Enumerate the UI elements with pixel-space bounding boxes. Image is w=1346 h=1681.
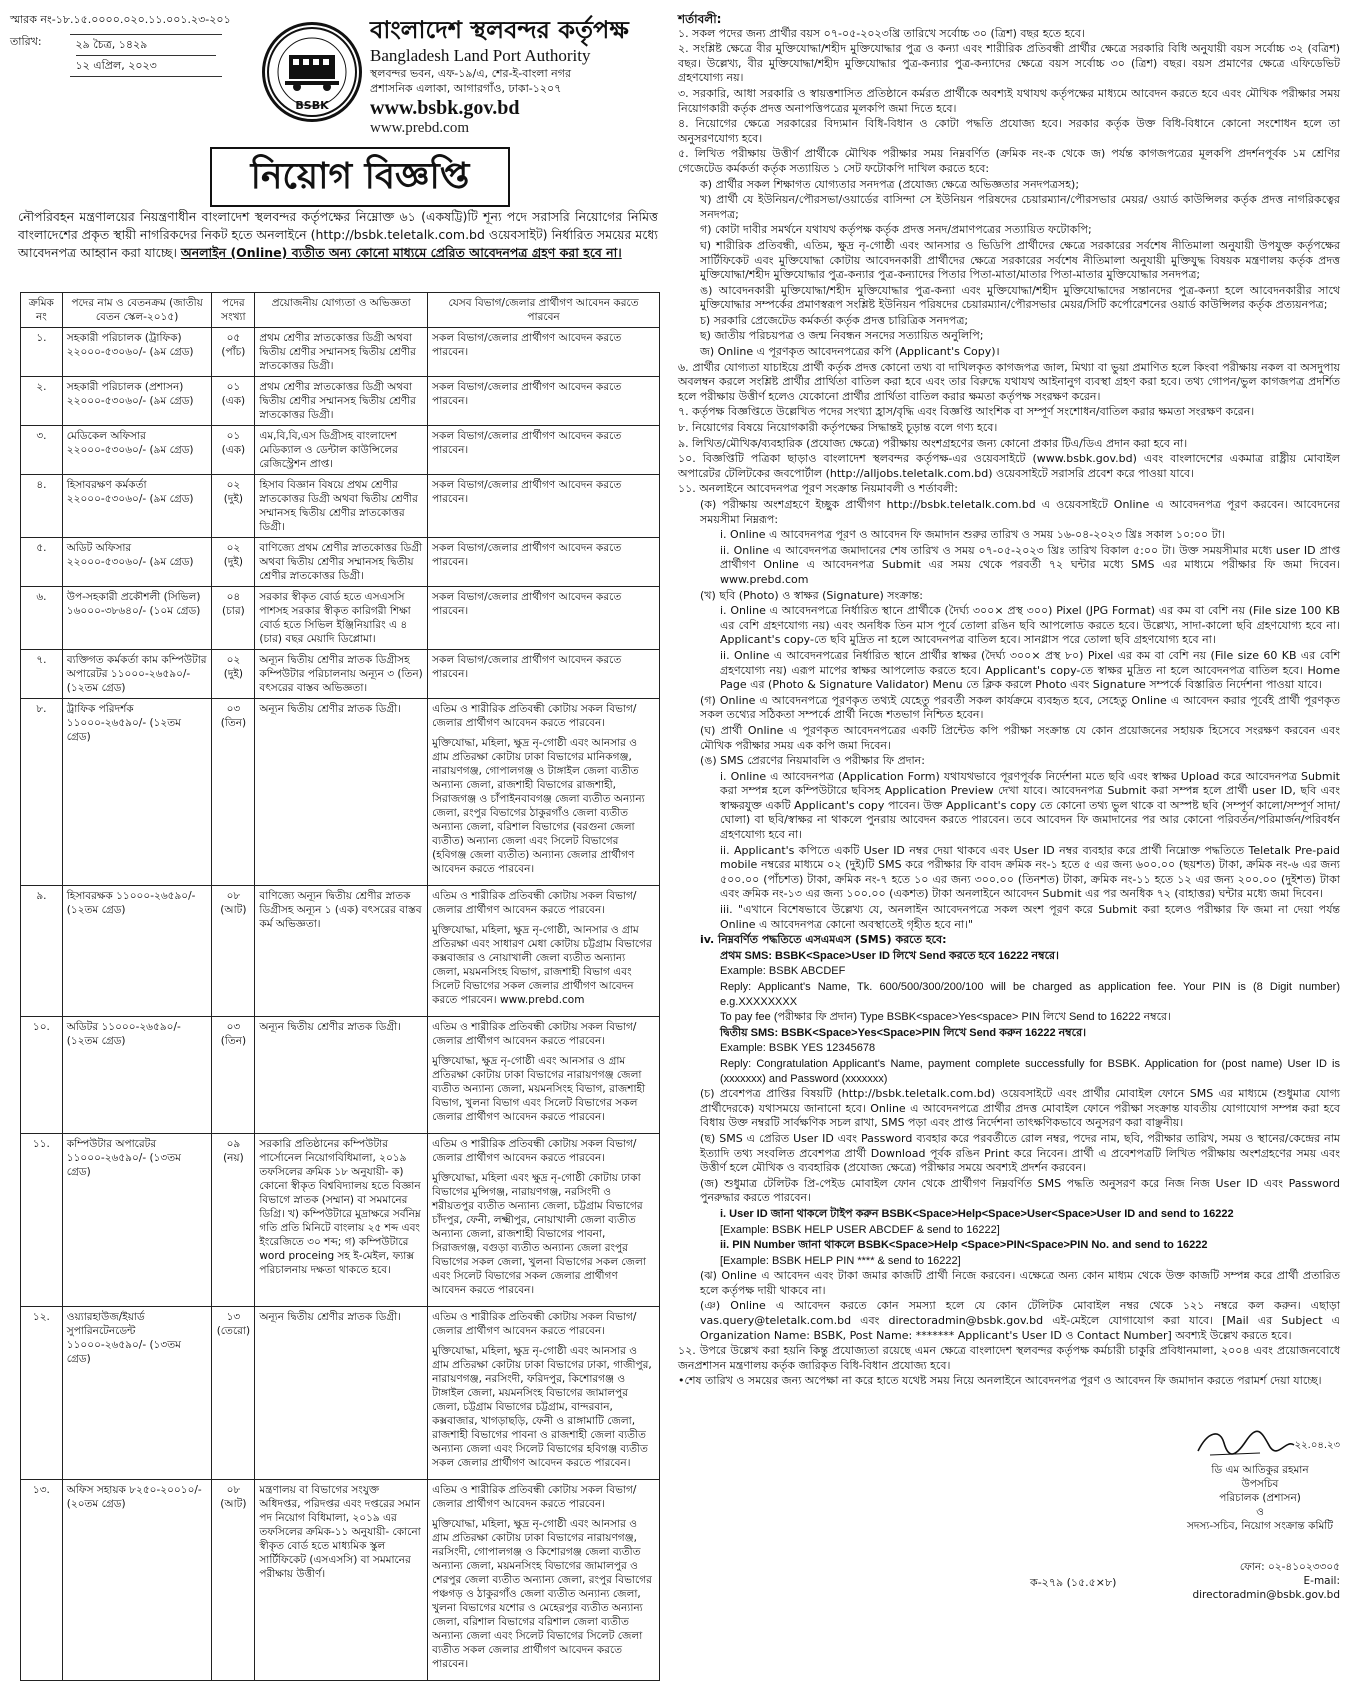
intro-text: নৌপরিবহন মন্ত্রণালয়ের নিয়ন্ত্রণাধীন বাংলাদেশ স্থলবন্দর কর্তৃপক্ষের নিম্নোক্ত ৬১ (একষট্টি)টি শূন্য পদে সরাসরি নিয়োগের নিমিত্ত বাংলাদেশের প্রকৃত স্থায়ী নাগরিকদের নিকট হতে অনলাইনে (http://bsbk.teletalk.com.bd ওয়েবসাইট) নির্ধারিত সময়ের মধ্যে আবেদনপত্র আহ্বান করা যাচ্ছে। — [18, 209, 658, 260]
row-eligible-area — [428, 587, 660, 650]
row-serial: ৪. — [21, 475, 63, 538]
intro-online-only: অনলাইন (Online) ব্যতীত অন্য কোনো মাধ্যমে প্রেরিত আবেদনপত্র গ্রহণ করা হবে না। — [180, 245, 622, 260]
area-quota-others: মুক্তিযোদ্ধা, মহিলা, ক্ষুদ্র নৃ-গোষ্ঠী, আনসার ও গ্রাম প্রতিরক্ষা এবং সাধারণ মেধা কোটায় চট্টগ্রাম বিভাগের কক্সবাজার ও নোয়াখালী জেলা ব্যতীত অন্যান্য জেলা, ময়মনসিংহ বিভাগ, রাজশাহী বিভাগ এবং সিলেট বিভাগের সকল জেলার প্রার্থীগণ আবেদন করতে পারবেন। www.prebd.com — [432, 924, 652, 1006]
row-qualification: এম,বি,বি,এস ডিগ্রীসহ বাংলাদেশ মেডিক্যাল ও ডেন্টাল কাউন্সিলের রেজিস্ট্রেশন প্রাপ্ত। — [255, 426, 428, 475]
row-eligible-area — [428, 377, 660, 426]
row-serial: ১১. — [21, 1134, 63, 1307]
header-serial: ক্রমিক নং — [21, 293, 63, 328]
row-eligible-area — [428, 886, 660, 1017]
table-row — [21, 475, 660, 538]
condition-item: ৭. কর্তৃপক্ষ বিজ্ঞপ্তিতে উল্লেখিত পদের সংখ্যা হ্রাস/বৃদ্ধি এবং বিজ্ঞপ্তি আংশিক বা সম্পূর্ণ সংশোধন/বাতিল করার ক্ষমতা সংরক্ষণ করেন। — [678, 405, 1255, 419]
sms-heading: iv. নিম্নবর্ণিত পদ্ধতিতে এসএমএস (SMS) করতে হবে: — [700, 933, 947, 947]
sms-first-reply: Reply: Applicant's Name, Tk. 600/500/300/200/100 will be charged as application fee. Your PIN is (8 Digit number) e.g.XXXXXXXX — [720, 981, 1340, 1008]
contact-email[interactable]: E-mail: directoradmin@bsbk.gov.bd — [1192, 1575, 1340, 1601]
row-qualification: বাণিজ্যে প্রথম শ্রেণীর স্নাতকোত্তর ডিগ্রী অথবা দ্বিতীয় শ্রেণীর সম্মানসহ দ্বিতীয় শ্রেণীর স্নাতকোত্তর ডিগ্রী। — [255, 538, 428, 587]
org-address-line-1: স্থলবন্দর ভবন, এফ-১৯/এ, শের-ই-বাংলা নগর — [370, 67, 572, 80]
online-rule-item: (জ) শুধুমাত্র টেলিটক প্রি-পেইড মোবাইল ফোন থেকে প্রার্থীগণ নিম্নবর্ণিত SMS পদ্ধতি অনুসরণ করে নিজ নিজ User ID এবং Password পুনরুদ্ধার করতে পারবেন। — [700, 1176, 1340, 1205]
recover-pin-example: [Example: BSBK HELP PIN **** & send to 16222] — [720, 1254, 961, 1267]
row-qualification: হিসাব বিজ্ঞান বিষয়ে প্রথম শ্রেণীর স্নাতকোত্তর ডিগ্রী অথবা দ্বিতীয় শ্রেণীর সম্মানসহ দ্বিতীয় শ্রেণীর স্নাতকোত্তর ডিগ্রী। — [255, 475, 428, 538]
date-bangla: ২৯ চৈত্র, ১৪২৯ — [76, 37, 216, 56]
table-row — [21, 699, 660, 886]
row-serial: ১. — [21, 328, 63, 377]
row-qualification: সরকারি প্রতিষ্ঠানের কম্পিউটার পার্সোনেল নিয়োগবিধিমালা, ২০১৯ তফসিলের ক্রমিক ১৮ অনুযায়ী- ক) কোনো স্বীকৃত বিশ্ববিদ্যালয় হতে বিজ্ঞান বিভাগে স্নাতক (সম্মান) বা সমমানের ডিগ্রি। খ) কম্পিউটারে মুদ্রাক্ষরে সর্বনিম্ন গতি প্রতি মিনিটে বাংলায় ২৫ শব্দ এবং ইংরেজিতে ৩০ শব্দ; গ) কম্পিউটারে word proceing সহ ই-মেইল, ফ্যাক্স পরিচালনায় দক্ষতা থাকতে হবে। — [255, 1134, 428, 1307]
area-quota-others: মুক্তিযোদ্ধা, মহিলা, ক্ষুদ্র নৃ-গোষ্ঠী এবং আনসার ও গ্রাম প্রতিরক্ষা কোটায় ঢাকা বিভাগের মানিকগঞ্জ, নারায়ণগঞ্জ, গোপালগঞ্জ ও টাঙ্গাইল জেলা ব্যতীত অন্যান্য জেলা, রাজশাহী বিভাগের রাজশাহী, সিরাজগঞ্জ ও চাঁপাইনবাবগঞ্জ জেলা ব্যতীত অন্যান্য জেলা, রংপুর বিভাগের ঠাকুরগাঁও জেলা ব্যতীত অন্যান্য জেলা, বরিশাল বিভাগের (বরগুনা জেলা ব্যতীত) অন্যান্য জেলা এবং সিলেট বিভাগের (হবিগঞ্জ জেলা ব্যতীত) অন্যান্য জেলার প্রার্থীগণ আবেদন করতে পারবেন। — [432, 737, 645, 875]
vacancy-rows — [21, 328, 660, 1681]
area-quota-general: সকল বিভাগ/জেলার প্রার্থীগণ আবেদন করতে পারবেন। — [432, 542, 622, 568]
table-row — [21, 650, 660, 699]
online-rule-item: (ঞ) Online এ আবেদন করতে কোন সমস্যা হলে যে কোন টেলিটক মোবাইল নম্বর থেকে ১২১ নম্বরে কল করুন। এছাড়া vas.query@teletalk.com.bd এবং directoradmin@bsbk.gov.bd এই-মেইলে যোগাযোগ করা যাবে। [Mail এর Subject এ Organization Name: BSBK, Post Name: ******* Applicant's User ID ও Contact Number] অবশ্যই উল্লেখ করতে হবে। — [700, 1299, 1340, 1342]
watermark-website: www.prebd.com — [370, 120, 470, 136]
row-serial: ১২. — [21, 1307, 63, 1480]
row-post-count: ০৮ (আট) — [212, 886, 255, 1017]
table-row — [21, 426, 660, 475]
row-post-count: ০২ (দুই) — [212, 538, 255, 587]
row-eligible-area — [428, 650, 660, 699]
row-qualification: প্রথম শ্রেণীর স্নাতকোত্তর ডিগ্রী অথবা দ্বিতীয় শ্রেণীর সম্মানসহ দ্বিতীয় শ্রেণীর স্নাতকোত্তর ডিগ্রী। — [255, 328, 428, 377]
row-qualification: প্রথম শ্রেণীর স্নাতকোত্তর ডিগ্রী অথবা দ্বিতীয় শ্রেণীর সম্মানসহ দ্বিতীয় শ্রেণীর স্নাতকোত্তর ডিগ্রী। — [255, 377, 428, 426]
document-item: ছ) জাতীয় পরিচয়পত্র ও জন্ম নিবন্ধন সনদের সত্যায়িত অনুলিপি; — [700, 329, 984, 343]
row-post-count: ০১ (এক) — [212, 426, 255, 475]
row-post-name: অফিস সহায়ক ৮২৫০-২০০১০/- (২০তম গ্রেড) — [62, 1480, 212, 1681]
signature-block — [1180, 1425, 1340, 1533]
row-post-count: ০৪ (চার) — [212, 587, 255, 650]
sms-second-reply: Reply: Congratulation Applicant's Name, payment complete successfully for BSBK. Application for (post name) User ID is (xxxxxxx) and Password (xxxxxxx) — [720, 1057, 1340, 1085]
organization-header — [370, 14, 670, 136]
org-website[interactable]: www.bsbk.gov.bd — [370, 97, 520, 119]
org-name-english: Bangladesh Land Port Authority — [370, 46, 591, 65]
row-post-name: ওয়্যারহাউজ/ইয়ার্ড সুপারিনটেনডেন্ট ১১০০০-২৬৫৯০/- (১৩তম গ্রেড) — [62, 1307, 212, 1480]
online-rule-subitem: i. Online এ আবেদনপত্র (Application Form) যথাযথভাবে পূরণপূর্বক নির্দেশনা মতে ছবি এবং স্বাক্ষর Upload করে আবেদনপত্র Submit করা সম্পন্ন হলে কম্পিউটারে ছবিসহ Application Preview দেখা যাবে। আবেদনপত্র Submit করা সম্পন্ন হলে প্রার্থী user ID, ছবি এবং স্বাক্ষরযুক্ত একটি Applicant's copy পাবেন। উক্ত Applicant's copy তে কোনো তথ্য ভুল থাকে বা অস্পষ্ট ছবি (সম্পূর্ণ কালো/সম্পূর্ণ সাদা/ঘোলা) বা ছবি/স্বাক্ষর না থাকলে পুনরায় আবেদন করতে পারবেন। তবে আবেদন ফি জমাদানের পর আর কোনো পরিবর্তন/পরিমার্জন/পরিবর্ধন গ্রহণযোগ্য হবে না। — [720, 769, 1340, 842]
recover-pin: ii. PIN Number জানা থাকলে BSBK<Space>Help <Space>PIN<Space>PIN No. and send to 16222 — [720, 1239, 1208, 1252]
table-row — [21, 1134, 660, 1307]
area-quota-general: সকল বিভাগ/জেলার প্রার্থীগণ আবেদন করতে পারবেন। — [432, 430, 622, 456]
row-qualification: বাণিজ্যে অন্যূন দ্বিতীয় শ্রেণীর স্নাতক ডিগ্রীসহ অন্যূন ১ (এক) বৎসরের বাস্তব কর্ম অভিজ্ঞতা। — [255, 886, 428, 1017]
logo-text: BSBK — [295, 99, 329, 112]
org-name-bangla: বাংলাদেশ স্থলবন্দর কর্তৃপক্ষ — [370, 15, 629, 44]
row-post-count: ১৩ (তেরো) — [212, 1307, 255, 1480]
document-item: ক) প্রার্থীর সকল শিক্ষাগত যোগ্যতার সনদপত্র (প্রযোজ্য ক্ষেত্রে অভিজ্ঞতার সনদপত্রসহ); — [700, 177, 1080, 191]
signature-date: ২২.০৪.২৩ — [1294, 1440, 1340, 1451]
online-rule-item: (গ) Online এ আবেদনপত্রে পূরণকৃত তথ্যই যেহেতু পরবর্তী সকল কার্যক্রমে ব্যবহৃত হবে, সেহেতু Online এ আবেদন করার পূর্বেই প্রার্থী পূরণকৃত সকল তথ্যের সঠিকতা সম্পর্কে প্রার্থী নিজে শতভাগ নিশ্চিত হবেন। — [700, 693, 1340, 722]
table-row — [21, 377, 660, 426]
area-quota-general: সকল বিভাগ/জেলার প্রার্থীগণ আবেদন করতে পারবেন। — [432, 654, 622, 680]
row-serial: ৭. — [21, 650, 63, 699]
row-eligible-area — [428, 1017, 660, 1134]
table-row — [21, 538, 660, 587]
conditions-column — [678, 12, 1340, 1390]
document-item: ঙ) আবেদনকারী মুক্তিযোদ্ধা/শহীদ মুক্তিযোদ্ধার পুত্র-কন্যা এবং মুক্তিযোদ্ধা/শহীদ মুক্তিযোদ্ধাদের সন্তানদের পুত্র-কন্যা হলে আবেদনকারীর সাথে মুক্তিযোদ্ধার সম্পর্কের প্রমাণস্বরূপ সংশ্লিষ্ট ইউনিয়ন পরিষদের চেয়ারম্যান/পৌরসভার মেয়র/সিটি কর্পোরেশনের ওয়ার্ড কাউন্সিলর কর্তৃক প্রত্যয়নপত্র; — [700, 283, 1340, 312]
condition-item: ১১. অনলাইনে আবেদনপত্র পূরণ সংক্রান্ত নিয়মাবলী ও শর্তাবলী: — [678, 482, 959, 496]
condition-item: ১২. উপরে উল্লেখ করা হয়নি কিন্তু প্রযোজ্যতা রয়েছে এমন ক্ষেত্রে বাংলাদেশ স্থলবন্দর কর্তৃপক্ষ কর্মচারী চাকুরি প্রবিধানমালা, ২০০৪ এবং প্রয়োজনবোধে জনপ্রশাসন মন্ত্রণালয় কর্তৃক জারিকৃত বিধি-বিধান প্রযোজ্য হবে। — [678, 1344, 1340, 1372]
document-item: খ) প্রার্থী যে ইউনিয়ন/পৌরসভা/ওয়ার্ডের বাসিন্দা সে ইউনিয়ন পরিষদের চেয়ারম্যান/পৌরসভার মেয়র/ ওয়ার্ড কাউন্সিলর কর্তৃক প্রদত্ত নাগরিকত্বের সনদপত্র; — [700, 193, 1340, 221]
signatory-office: পরিচালক (প্রশাসন) — [1219, 1492, 1301, 1504]
area-quota-general: সকল বিভাগ/জেলার প্রার্থীগণ আবেদন করতে পারবেন। — [432, 332, 622, 358]
table-row — [21, 1480, 660, 1681]
logo-emblem-icon — [265, 25, 359, 119]
row-post-name: হিসাবরক্ষক ১১০০০-২৬৫৯০/- (১২তম গ্রেড) — [62, 886, 212, 1017]
recover-user-id-example: [Example: BSBK HELP USER ABCDEF & send to 16222] — [720, 1223, 1000, 1236]
intro-paragraph — [18, 208, 658, 262]
org-address-line-2: প্রশাসনিক এলাকা, আগারগাঁও, ঢাকা-১২০৭ — [370, 82, 562, 95]
area-quota-others: মুক্তিযোদ্ধা, মহিলা, ক্ষুদ্র নৃ-গোষ্ঠী এবং আনসার ও গ্রাম প্রতিরক্ষা কোটায় ঢাকা বিভাগের নারায়ণগঞ্জ, নরসিংদী, গোপালগঞ্জ ও কিশোরগঞ্জ জেলা ব্যতীত অন্যান্য জেলা, ময়মনসিংহ বিভাগের জামালপুর ও শেরপুর জেলা ব্যতীত অন্যান্য জেলা, রংপুর বিভাগের পঞ্চগড় ও ঠাকুরগাঁও জেলা ব্যতীত অন্যান্য জেলা, খুলনা বিভাগের যশোর ও মেহেরপুর ব্যতীত অন্যান্য জেলা, বরিশাল বিভাগের বরিশাল জেলা ব্যতীত অন্যান্য জেলা এবং সিলেট বিভাগের সিলেট জেলা ব্যতীত সকল জেলার প্রার্থীগণ আবেদন করতে পারবেন। — [432, 1518, 652, 1670]
row-post-name: সহকারী পরিচালক (প্রশাসন) ২২০০০-৫৩০৬০/- (৯ম গ্রেড) — [62, 377, 212, 426]
row-eligible-area — [428, 1134, 660, 1307]
row-post-count: ০৯ (নয়) — [212, 1134, 255, 1307]
row-qualification: অন্যূন দ্বিতীয় শ্রেণীর স্নাতক ডিগ্রী। — [255, 1307, 428, 1480]
online-rule-subitem: i. Online এ আবেদনপত্রে নির্ধারিত স্থানে প্রার্থীকে (দৈর্ঘ্য ৩০০× প্রস্থ ৩০০) Pixel (JPG Format) এর কম বা বেশি নয় (File size 100 KB এর বেশি গ্রহণযোগ্য নয়) এবং অনধিক তিন মাস পূর্বে তোলা রঙিন ছবি আপলোড করতে হবে। উল্লেখ্য, সাদা-কালো ছবি গ্রহণযোগ্য হবে না। Applicant's copy-তে ছবি মুদ্রিত না হলে আবেদনপত্র বাতিল হবে। সানগ্লাস পরে তোলা ছবি গ্রহণযোগ্য হবে না। — [720, 604, 1340, 647]
bsbk-logo — [262, 22, 362, 122]
condition-item: ৬. প্রার্থীর যোগ্যতা যাচাইয়ে প্রার্থী কর্তৃক প্রদত্ত কোনো তথ্য বা দাখিলকৃত কাগজপত্র জাল, মিথ্যা বা ভুয়া প্রমাণিত হলে কিংবা পরীক্ষায় নকল বা অসদুপায় অবলম্বন করলে সংশ্লিষ্ট প্রার্থীর প্রার্থিতা বাতিল করা হবে এবং তার বিরুদ্ধে যথাযথ আইনানুগ ব্যবস্থা গ্রহণ করা হবে। তথ্য গোপন/ভুল কাগজপত্র প্রদর্শিত হলে পরীক্ষায় উত্তীর্ণ হলেও যেকোনো প্রার্থীর প্রার্থিতা বাতিল করার ক্ষমতা কর্তৃপক্ষ সংরক্ষণ করেন। — [678, 360, 1340, 403]
area-quota-orphan: এতিম ও শারীরিক প্রতিবন্ধী কোটায় সকল বিভাগ/জেলার প্রার্থীগণ আবেদন করতে পারবেন। — [432, 1021, 637, 1047]
row-serial: ৮. — [21, 699, 63, 886]
sms-first-title: প্রথম SMS: BSBK<Space>User ID লিখে Send করতে হবে 16222 নম্বরে। — [720, 949, 1059, 962]
row-serial: ৯. — [21, 886, 63, 1017]
left-column — [10, 12, 668, 197]
contact-phone: ফোন: ০২-৪১০২৩৩০৫ — [1239, 1561, 1340, 1573]
condition-item: ৫. লিখিত পরীক্ষায় উত্তীর্ণ প্রার্থীকে মৌখিক পরীক্ষার সময় নিম্নবর্ণিত (ক্রমিক নং-ক থেকে জ) পর্যন্ত কাগজপত্রের মূলকপি প্রদর্শনপূর্বক ১ম শ্রেণির গেজেটেড কর্মকর্তা কর্তৃক সত্যায়িত ১ সেট ফটোকপি দাখিল করতে হবে: — [678, 147, 1340, 175]
online-rule-item: (খ) ছবি (Photo) ও স্বাক্ষর (Signature) সংক্রান্ত: — [700, 588, 923, 602]
online-rule-item: (ঘ) প্রার্থী Online এ পূরণকৃত আবেদনপত্রের একটি প্রিন্টেড কপি পরীক্ষা সংক্রান্ত যে কোন প্রয়োজনের সহায়ক হিসেবে সংরক্ষণ করবেন এবং মৌখিক পরীক্ষার সময় এক কপি জমা দিবেন। — [700, 723, 1340, 752]
notice-title: নিয়োগ বিজ্ঞপ্তি — [210, 147, 510, 207]
online-rule-subitem: ii. Online এ আবেদনপত্রের নির্ধারিত স্থানে প্রার্থীর স্বাক্ষর (দৈর্ঘ্য ৩০০× প্রস্থ ৮০) Pixel এর কম বা বেশি নয় (File size 60 KB এর বেশি গ্রহণযোগ্য নয়) এরূপ মাপের স্বাক্ষর আপলোড করতে হবে। Applicant's copy-তে স্বাক্ষর মুদ্রিত না হলে আবেদনপত্র বাতিল হবে। Home Page এর (Photo & Signature Validator) Menu তে ক্লিক করলে Photo এবং Signature সম্পর্কে বিস্তারিত নির্দেশনা পাওয়া যাবে। — [720, 648, 1340, 692]
row-post-name: অডিট অফিসার ২২০০০-৫৩০৬০/- (৯ম গ্রেড) — [62, 538, 212, 587]
table-row — [21, 328, 660, 377]
table-row — [21, 1017, 660, 1134]
online-rule-subitem: i. Online এ আবেদনপত্র পূরণ ও আবেদন ফি জমাদান শুরুর তারিখ ও সময় ১৬-০৪-২০২৩ খ্রিঃ সকাল ১০:০০ টা। — [720, 528, 1225, 542]
signatory-name: ডি এম আতিকুর রহমান — [1211, 1464, 1309, 1476]
sms-second-title: দ্বিতীয় SMS: BSBK<Space>Yes<Space>PIN লিখে Send করুন 16222 নম্বরে। — [720, 1026, 1087, 1039]
area-quota-orphan: এতিম ও শারীরিক প্রতিবন্ধী কোটায় সকল বিভাগ/জেলার প্রার্থীগণ আবেদন করতে পারবেন। — [432, 890, 637, 916]
signatory-designation: উপসচিব — [1241, 1478, 1279, 1490]
row-eligible-area — [428, 328, 660, 377]
row-post-name: অডিটর ১১০০০-২৬৫৯০/- (১২তম গ্রেড) — [62, 1017, 212, 1134]
condition-item: ২. সংশ্লিষ্ট ক্ষেত্রে বীর মুক্তিযোদ্ধা/শহীদ মুক্তিযোদ্ধার পুত্র ও কন্যা এবং শারীরিক প্রতিবন্ধী প্রার্থীর ক্ষেত্রে সরকারি বিধি অনুযায়ী বয়স সর্বোচ্চ ৩২ (বত্রিশ) বছর। উল্লেখ্য, বীর মুক্তিযোদ্ধা/শহীদ মুক্তিযোদ্ধার পুত্র-কন্যার পুত্র-কন্যাদের ক্ষেত্রে বয়স সর্বোচ্চ ৩০ (ত্রিশ) বছর। বয়স প্রমাণের ক্ষেত্রে এফিডেভিট গ্রহণযোগ্য নয়। — [678, 42, 1340, 85]
condition-item: ১০. বিজ্ঞপ্তিটি পত্রিকা ছাড়াও বাংলাদেশ স্থলবন্দর কর্তৃপক্ষ-এর ওয়েবসাইটে (www.bsbk.gov.bd) এবং বাংলাদেশের একমাত্র রাষ্ট্রীয় মোবাইল অপারেটর টেলিটকের জবপোর্টাল (http://alljobs.teletalk.com.bd) ওয়েবসাইটে সরাসরি প্রবেশ করে পাওয়া যাবে। — [678, 452, 1340, 480]
row-post-count: ০২ (দুই) — [212, 475, 255, 538]
table-row — [21, 886, 660, 1017]
online-rule-item: (চ) প্রবেশপত্র প্রাপ্তির বিষয়টি (http://bsbk.teletalk.com.bd) ওয়েবসাইটে এবং প্রার্থীর মোবাইল ফোনে SMS এর মাধ্যমে (শুধুমাত্র যোগ্য প্রার্থীদেরকে) যথাসময়ে জানানো হবে। Online এ আবেদনপত্রে প্রার্থীর প্রদত্ত মোবাইল ফোনে পরীক্ষা সংক্রান্ত যাবতীয় যোগাযোগ সম্পন্ন করা হবে বিধায় উক্ত নম্বরটি সার্বক্ষণিক সচল রাখা, SMS পড়া এবং প্রাপ্ত নির্দেশনা তাৎক্ষণিকভাবে অনুসরণ করা বাঞ্ছনীয়। — [700, 1087, 1340, 1130]
row-post-count: ০১ (এক) — [212, 377, 255, 426]
condition-item: ৪. নিয়োগের ক্ষেত্রে সরকারের বিদ্যমান বিধি-বিধান ও কোটা পদ্ধতি প্রযোজ্য হবে। সরকার কর্তৃক উক্ত বিধি-বিধানে কোনো সংশোধন হলে তা অনুসরণযোগ্য হবে। — [678, 117, 1340, 145]
area-quota-orphan: এতিম ও শারীরিক প্রতিবন্ধী কোটায় সকল বিভাগ/জেলার প্রার্থীগণ আবেদন করতে পারবেন। — [432, 703, 637, 729]
online-rule-item: (ঝ) Online এ আবেদন এবং টাকা জমার কাজটি প্রার্থী নিজে করবেন। এক্ষেত্রে অন্য কোন মাধ্যম থেকে উক্ত কাজটি সম্পন্ন করে প্রার্থী প্রতারিত হলে কর্তৃপক্ষ দায়ী থাকবে না। — [700, 1269, 1340, 1297]
row-post-name: ট্রাফিক পরিদর্শক ১১০০০-২৬৫৯০/- (১২তম গ্রেড) — [62, 699, 212, 886]
row-post-count: ০৫ (পাঁচ) — [212, 328, 255, 377]
row-qualification: অন্যূন দ্বিতীয় শ্রেণীর স্নাতক ডিগ্রীসহ কম্পিউটার পরিচালনায় অন্যূন ৩ (তিন) বৎসরের বাস্তব অভিজ্ঞতা। — [255, 650, 428, 699]
row-serial: ২. — [21, 377, 63, 426]
area-quota-general: সকল বিভাগ/জেলার প্রার্থীগণ আবেদন করতে পারবেন। — [432, 381, 622, 407]
date-values — [70, 34, 222, 77]
row-post-name: হিসাবরক্ষণ কর্মকর্তা ২২০০০-৫৩০৬০/- (৯ম গ্রেড) — [62, 475, 212, 538]
online-rule-item: (ছ) SMS এ প্রেরিত User ID এবং Password ব্যবহার করে পরবর্তীতে রোল নম্বর, পদের নাম, ছবি, পরীক্ষার তারিখ, সময় ও স্থানের/কেন্দ্রের নাম ইত্যাদি তথ্য সংবলিত প্রবেশপত্র প্রার্থী Download পূর্বক রঙিন Print করে নিবেন। প্রার্থী এ প্রবেশপত্রটি লিখিত পরীক্ষায় অংশগ্রহণের সময় এবং উত্তীর্ণ হলে মৌখিক ও ব্যবহারিক (প্রযোজ্য ক্ষেত্রে) পরীক্ষার সময়ে অবশ্যই প্রদর্শন করবেন। — [700, 1131, 1340, 1175]
table-header-row — [21, 293, 660, 328]
row-qualification: অন্যূন দ্বিতীয় শ্রেণীর স্নাতক ডিগ্রী। — [255, 1017, 428, 1134]
row-post-name: ব্যক্তিগত কর্মকর্তা কাম কম্পিউটার অপারেটর ১১০০০-২৬৫৯০/- (১২তম গ্রেড) — [62, 650, 212, 699]
area-quota-orphan: এতিম ও শারীরিক প্রতিবন্ধী কোটায় সকল বিভাগ/জেলার প্রার্থীগণ আবেদন করতে পারবেন। — [432, 1484, 637, 1510]
row-post-name: সহকারী পরিচালক (ট্রাফিক) ২২০০০-৫৩০৬০/- (৯ম গ্রেড) — [62, 328, 212, 377]
row-post-count: ০৮ (আট) — [212, 1480, 255, 1681]
memo-label: স্মারক নং- — [10, 13, 56, 26]
row-serial: ৩. — [21, 426, 63, 475]
online-rule-subitem: ii. Online এ আবেদনপত্র জমাদানের শেষ তারিখ ও সময় ০৭-০৫-২০২৩ খ্রিঃ তারিখ বিকাল ৫:০০ টা। উক্ত সময়সীমার মধ্যে user ID প্রাপ্ত প্রার্থীগণ Online এ আবেদনপত্র Submit এর সময় থেকে পরবর্তী ৭২ ঘন্টার মধ্যে SMS এর মাধ্যমে পরীক্ষার ফি জমা দিবেন।www.prebd.com — [720, 543, 1340, 586]
contact-block — [1180, 1560, 1340, 1602]
row-post-count: ০৩ (তিন) — [212, 699, 255, 886]
row-eligible-area — [428, 1480, 660, 1681]
area-quota-others: মুক্তিযোদ্ধা, ক্ষুদ্র নৃ-গোষ্ঠী এবং আনসার ও গ্রাম প্রতিরক্ষা কোটায় ঢাকা বিভাগের নারায়ণগঞ্জ জেলা ব্যতীত অন্যান্য জেলা, ময়মনসিংহ বিভাগ, রাজশাহী বিভাগ, খুলনা বিভাগ এবং সিলেট বিভাগের সকল জেলার প্রার্থীগণ আবেদন করতে পারবেন। — [432, 1055, 646, 1123]
row-post-name: মেডিকেল অফিসার ২২০০০-৫৩০৬০/- (৯ম গ্রেড) — [62, 426, 212, 475]
row-post-name: কম্পিউটার অপারেটর ১১০০০-২৬৫৯০/- (১৩তম গ্রেড) — [62, 1134, 212, 1307]
row-post-name: উপ-সহকারী প্রকৌশলী (সিভিল) ১৬০০০-৩৮৬৪০/- (১০ম গ্রেড) — [62, 587, 212, 650]
area-quota-others: মুক্তিযোদ্ধা, মহিলা, ক্ষুদ্র নৃ-গোষ্ঠী এবং আনসার ও গ্রাম প্রতিরক্ষা কোটায় ঢাকা বিভাগের ঢাকা, গাজীপুর, নারায়ণগঞ্জ, নরসিংদী, ফরিদপুর, কিশোরগঞ্জ ও টাঙ্গাইল জেলা, ময়মনসিংহ বিভাগের জামালপুর জেলা, চট্টগ্রাম বিভাগের চট্টগ্রাম, বান্দরবান, কক্সবাজার, খাগড়াছড়ি, ফেনী ও রাঙ্গামাটি জেলা, রাজশাহী বিভাগের পাবনা ও রাজশাহী জেলা ব্যতীত অন্যান্য জেলা এবং সিলেট বিভাগের হবিগঞ্জ ব্যতীত সকল জেলার প্রার্থীগণ আবেদন করতে পারবেন। — [432, 1345, 652, 1469]
document-item: চ) সরকারি প্রেজেটেড কর্মকর্তা কর্তৃক প্রদত্ত চারিত্রিক সনদপত্র; — [700, 313, 969, 327]
document-item: গ) কোটা দাবীর সমর্থনে যথাযথ কর্তৃপক্ষ কর্তৃক প্রদত্ত সনদ/প্রমাণপত্রের সত্যায়িত ফটোকপি; — [700, 223, 1092, 237]
table-row — [21, 1307, 660, 1480]
row-eligible-area — [428, 538, 660, 587]
condition-item: ১. সকল পদের জন্য প্রার্থীর বয়স ০৭-০৫-২০২৩খ্রি তারিখে সর্বোচ্চ ৩০ (ত্রিশ) বছর হতে হবে। — [678, 26, 1085, 40]
date-english: ১২ এপ্রিল, ২০২৩ — [75, 59, 157, 72]
header-post-count: পদের সংখ্যা — [212, 293, 255, 328]
area-quota-others: মুক্তিযোদ্ধা, মহিলা এবং ক্ষুদ্র নৃ-গোষ্ঠী কোটায় ঢাকা বিভাগের মুন্সিগঞ্জ, নারায়ণগঞ্জ, নরসিংদী ও শরীয়তপুর ব্যতীত অন্যান্য জেলা, চট্টগ্রাম বিভাগের চাঁদপুর, ফেনী, লক্ষ্মীপুর, নোয়াখালী জেলা ব্যতীত অন্যান্য জেলা, রাজশাহী বিভাগের পাবনা, সিরাজগঞ্জ, বগুড়া ব্যতীত অন্যান্য জেলা রংপুর বিভাগের সকল জেলা, খুলনা বিভাগের সকল জেলা এবং সিলেট বিভাগের সকল জেলার প্রার্থীগণ আবেদন করতে পারবেন। — [432, 1172, 646, 1296]
condition-item: ৯. লিখিত/মৌখিক/ব্যবহারিক (প্রযোজ্য ক্ষেত্রে) পরীক্ষায় অংশগ্রহণের জন্য কোনো প্রকার টিএ/ডিএ প্রদান করা হবে না। — [678, 436, 1188, 450]
area-quota-general: সকল বিভাগ/জেলার প্রার্থীগণ আবেদন করতে পারবেন। — [432, 591, 622, 617]
online-rule-item: (ঙ) SMS প্রেরণের নিয়মাবলি ও পরীক্ষার ফি প্রদান: — [700, 754, 925, 768]
condition-item: ৩. সরকারি, আধা সরকারি ও স্বায়ত্তশাসিত প্রতিষ্ঠানে কর্মরত প্রার্থীকে অবশ্যই যথাযথ কর্তৃপক্ষের মাধ্যমে আবেদন করতে হবে এবং মৌখিক পরীক্ষার সময় নিয়োগকারী কর্তৃক প্রদত্ত অনাপত্তিপত্রের মূলকপি জমা দিতে হবে। — [678, 86, 1340, 115]
header-post-name: পদের নাম ও বেতনক্রম (জাতীয় বেতন স্কেল-২০১৫) — [62, 293, 212, 328]
date-label: তারিখ: — [10, 35, 42, 48]
signatory-and: ও — [1256, 1506, 1264, 1518]
online-rule-item: (ক) পরীক্ষায় অংশগ্রহণে ইচ্ছুক প্রার্থীগণ http://bsbk.teletalk.com.bd এ ওয়েবসাইটে Online এ আবেদনপত্র পূরণ করবেন। আবেদনের সময়সীমা নিম্নরূপ: — [700, 498, 1340, 526]
row-serial: ১৩. — [21, 1480, 63, 1681]
row-serial: ১০. — [21, 1017, 63, 1134]
advertisement-code: ক-২৭৯ (১৫.৫×৮) — [1030, 1576, 1117, 1589]
row-eligible-area — [428, 426, 660, 475]
sms-first-pay: To pay fee (পরীক্ষার ফি প্রদান) Type BSBK<space>Yes<space> PIN লিখে Send to 16222 নম্বরে। — [720, 1011, 1172, 1024]
row-post-count: ০২ (দুই) — [212, 650, 255, 699]
row-serial: ৬. — [21, 587, 63, 650]
recover-user-id: i. User ID জানা থাকলে টাইপ করুন BSBK<Space>Help<Space>User<Space>User ID and send to 16222 — [720, 1207, 1234, 1220]
vacancy-table — [20, 292, 660, 1681]
header-qualification: প্রয়োজনীয় যোগ্যতা ও অভিজ্ঞতা — [255, 293, 428, 328]
row-eligible-area — [428, 1307, 660, 1480]
area-quota-general: সকল বিভাগ/জেলার প্রার্থীগণ আবেদন করতে পারবেন। — [432, 479, 622, 505]
online-rule-subitem: iii. "এখানে বিশেষভাবে উল্লেখ্য যে, অনলাইন আবেদনপত্রে সকল অংশ পূরণ করে Submit করা হলেও পরীক্ষার ফি জমা না দেয়া পর্যন্ত Online এ আবেদনপত্র কোনো অবস্থাতেই গৃহীত হবে না।" — [720, 903, 1340, 931]
sms-first-example: Example: BSBK ABCDEF — [720, 965, 846, 978]
sms-second-example: Example: BSBK YES 12345678 — [720, 1042, 876, 1055]
signature-icon — [1180, 1425, 1340, 1463]
area-quota-orphan: এতিম ও শারীরিক প্রতিবন্ধী কোটায় সকল বিভাগ/জেলার প্রার্থীগণ আবেদন করতে পারবেন। — [432, 1311, 637, 1337]
conditions-heading: শর্তাবলী: — [678, 12, 722, 26]
row-eligible-area — [428, 699, 660, 886]
condition-item: ৮. নিয়োগের বিষয়ে নিয়োগকারী কর্তৃপক্ষের সিদ্ধান্তই চূড়ান্ত বলে গণ্য হবে। — [678, 421, 998, 435]
row-post-count: ০৩ (তিন) — [212, 1017, 255, 1134]
signatory-committee: সদস্য-সচিব, নিয়োগ সংক্রান্ত কমিটি — [1186, 1520, 1334, 1532]
table-row — [21, 587, 660, 650]
advice-note: •শেষ তারিখ ও সময়ের জন্য অপেক্ষা না করে হাতে যথেষ্ট সময় নিয়ে অনলাইনে আবেদনপত্র পূরণ ও আবেদন ফি জমাদান করতে পরামর্শ দেয়া যাচ্ছে। — [678, 1374, 1322, 1388]
row-qualification: সরকার স্বীকৃত বোর্ড হতে এসএসসি পাশসহ সরকার স্বীকৃত কারিগরী শিক্ষা বোর্ড হতে সিভিল ইঞ্জিনিয়ারিং এ ৪ (চার) বছর মেয়াদি ডিপ্লোমা। — [255, 587, 428, 650]
row-qualification: অন্যূন দ্বিতীয় শ্রেণীর স্নাতক ডিগ্রী। — [255, 699, 428, 886]
area-quota-orphan: এতিম ও শারীরিক প্রতিবন্ধী কোটায় সকল বিভাগ/জেলার প্রার্থীগণ আবেদন করতে পারবেন। — [432, 1138, 637, 1164]
document-item: ঘ) শারীরিক প্রতিবন্ধী, এতিম, ক্ষুদ্র নৃ-গোষ্ঠী এবং আনসার ও ভিডিপি প্রার্থীদের ক্ষেত্রে সরকারের সর্বশেষ নীতিমালা অনুযায়ী উপযুক্ত কর্তৃপক্ষের সার্টিফিকেট এবং মুক্তিযোদ্ধা কোটায় আবেদনকারী প্রার্থীদের ক্ষেত্রে সরকারের সর্বশেষ নীতিমালা অনুযায়ী মুক্তিযুদ্ধ বিষয়ক মন্ত্রণালয় কর্তৃক প্রদত্ত মুক্তিযোদ্ধা/শহীদ মুক্তিযোদ্ধার পুত্র-কন্যার পুত্র-কন্যাদের পিতার পিতা-মাতা/মাতার পিতা-মাতার মুক্তিযোদ্ধার সনদপত্র; — [700, 238, 1340, 282]
row-serial: ৫. — [21, 538, 63, 587]
document-item: জ) Online এ পূরণকৃত আবেদনপত্রের কপি (Applicant's Copy)। — [700, 345, 1000, 359]
memo-number: ১৮.১৫.০০০০.০২০.১১.০০১.২৩-২০১ — [55, 13, 231, 26]
row-eligible-area — [428, 475, 660, 538]
row-qualification: মন্ত্রণালয় বা বিভাগের সংযুক্ত অধিদপ্তর, পরিদপ্তর এবং দপ্তরের সমান পদ নিয়োগ বিধিমালা, ২০১৯ এর তফসিলের ক্রমিক-১১ অনুযায়ী- কোনো স্বীকৃত বোর্ড হতে মাধ্যমিক স্কুল সার্টিফিকেট (এসএসসি) বা সমমানের পরীক্ষায় উত্তীর্ণ। — [255, 1480, 428, 1681]
header-eligible-area: যেসব বিভাগ/জেলার প্রার্থীগণ আবেদন করতে পারবেন — [428, 293, 660, 328]
online-rule-subitem: ii. Applicant's কপিতে একটি User ID নম্বর দেয়া থাকবে এবং User ID নম্বর ব্যবহার করে প্রার্থী নিম্নোক্ত পদ্ধতিতে Teletalk Pre-paid mobile নম্বরের মাধ্যমে ০২ (দুই)টি SMS করে পরীক্ষার ফি বাবদ ক্রমিক নং-১ হতে ৫ এর জন্য ৬০০.০০ (ছয়শত) টাকা, ক্রমিক নং-৬ এর জন্য ৫০০.০০ (পাঁচশত) টাকা, ক্রমিক নং-৭ হতে ১০ এর জন্য ৩০০.০০ (তিনশত) টাকা, ক্রমিক নং-১১ হতে ১২ এর জন্য ২০০.০০ (দুইশত) টাকা এবং ক্রমিক নং-১৩ এর জন্য ১০০.০০ (একশত) টাকা অনলাইনে আবেদন Submit এর পর অনধিক ৭২ (বাহাত্তর) ঘন্টার মধ্যে জমা দিবেন। — [720, 843, 1340, 901]
